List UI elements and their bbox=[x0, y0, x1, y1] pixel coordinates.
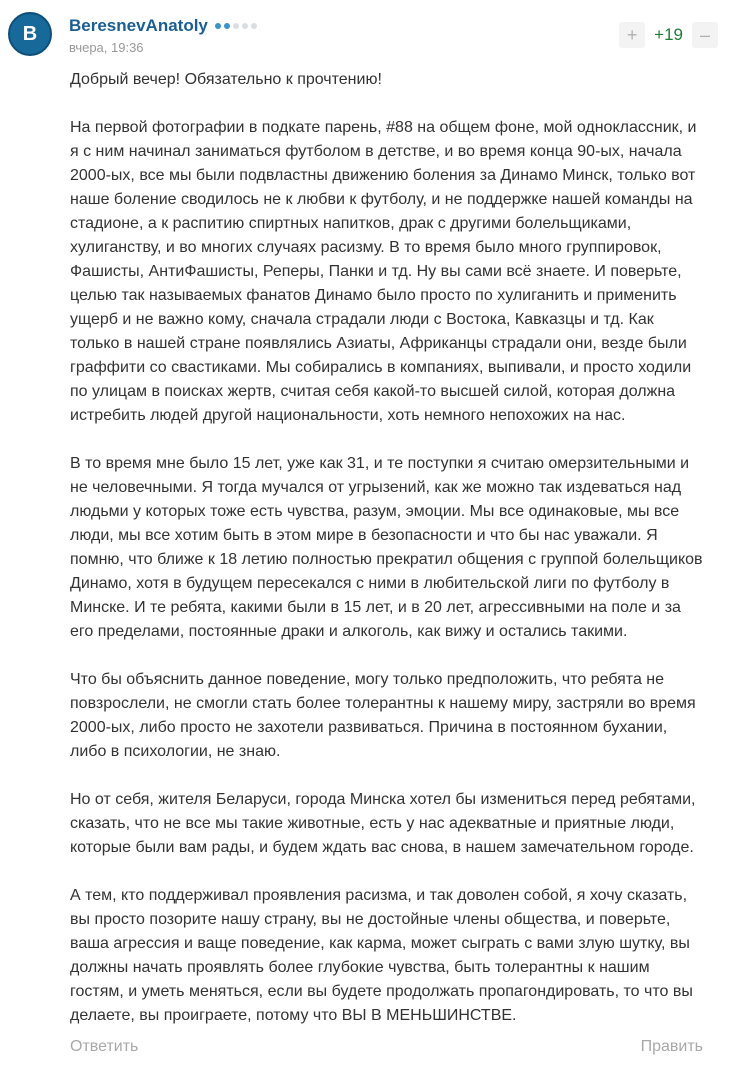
plus-icon: + bbox=[626, 25, 638, 45]
user-block bbox=[69, 12, 619, 55]
vote-count: +19 bbox=[654, 25, 683, 44]
rating-dot-icon bbox=[215, 23, 221, 29]
avatar[interactable] bbox=[8, 12, 52, 56]
comment-header bbox=[0, 0, 730, 56]
rating-dot-icon bbox=[233, 23, 239, 29]
vote-block bbox=[619, 22, 720, 48]
rating-dot-icon bbox=[224, 23, 230, 29]
comment-paragraph: А тем, кто поддерживал проявления расизма, и так доволен собой, я хочу сказать, вы просто позорите нашу страну, вы не достойные члены общества, и поверьте, ваша агрессия и ваще поведение, как карма, может сыграть с вами злую шутку, вы должны начать проявлять более глубокие чувства, быть толерантны к нашим гостям, и уметь меняться, если вы будете продолжать пропагондировать, то что вы делаете, вы проиграете, потому что ВЫ В МЕНЬШИНСТВЕ. bbox=[70, 887, 693, 1024]
rating-dot-icon bbox=[242, 23, 248, 29]
comment-paragraph: В то время мне было 15 лет, уже как 31, и те поступки я считаю омерзительными и не человечными. Я тогда мучался от угрызений, как же можно так издеваться над людьми у которых тоже есть чувства, разум, эмоции. Мы все одинаковые, мы все люди, мы все хотим быть в этом мире в безопасности и что бы нас уважали. Я помню, что ближе к 18 летию полностью прекратил общения с группой болельщиков Динамо, хотя в будущем пересекался с ними в любительской лиги по футболу в Минске. И те ребята, какими были в 15 лет, и в 20 лет, агрессивными на поле и за его пределами, постоянные драки и алкоголь, как вижу и остались такими. bbox=[70, 455, 703, 640]
comment-body bbox=[0, 56, 730, 1034]
avatar-letter: B bbox=[22, 22, 38, 45]
edit-link[interactable]: Править bbox=[640, 1038, 703, 1055]
comment-paragraph: Добрый вечер! Обязательно к прочтению! bbox=[70, 71, 382, 88]
comment-paragraph: На первой фотографии в подкате парень, #88 на общем фоне, мой одноклассник, и я с ним начинал заниматься футболом в детстве, и во время конца 90-ых, начала 2000-ых, все мы были подвластны движению боления за Динамо Минск, только вот наше боление сводилось не к любви к футболу, и не поддержке нашей команды на стадионе, а к распитию спиртных напитков, драк с другими болельщиками, хулиганству, и во многих случаях расизму. В то время было много группировок, Фашисты, АнтиФашисты, Реперы, Панки и тд. Ну вы сами всё знаете. И поверьте, целью так называемых фанатов Динамо было просто по хулиганить и применить ущерб и не важно кому, сначала страдали люди с Востока, Кавказцы и тд. Как только в нашей стране появлялись Азиаты, Африканцы страдали они, везде были граффити со свастиками. Мы собирались в компаниях, выпивали, и просто ходили по улицам в поисках жертв, считая себя какой-то высшей силой, которая должна истребить людей другой национальности, хоть немного непохожих на нас. bbox=[70, 119, 697, 424]
reply-link[interactable]: Ответить bbox=[70, 1038, 139, 1055]
minus-icon: – bbox=[699, 25, 710, 45]
upvote-button[interactable] bbox=[619, 22, 645, 48]
comment-paragraph: Но от себя, жителя Беларуси, города Минска хотел бы измениться перед ребятами, сказать, что не все мы такие животные, есть у нас адекватные и приятные люди, которые были вам рады, и будем ждать вас снова, в нашем замечательном городе. bbox=[70, 791, 696, 856]
downvote-button[interactable] bbox=[692, 22, 718, 48]
user-rating-dots-icon bbox=[215, 23, 257, 29]
username-link[interactable]: BeresnevAnatoly bbox=[69, 16, 208, 35]
rating-dot-icon bbox=[251, 23, 257, 29]
comment-paragraph: Что бы объяснить данное поведение, могу только предположить, что ребята не повзрослели, не смогли стать более толерантны к нашему миру, застряли во время 2000-ых, либо просто не захотели развиваться. Причина в постоянном бухании, либо в психологии, не знаю. bbox=[70, 671, 696, 760]
comment-footer bbox=[0, 1034, 730, 1070]
comment-timestamp: вчера, 19:36 bbox=[69, 40, 144, 55]
